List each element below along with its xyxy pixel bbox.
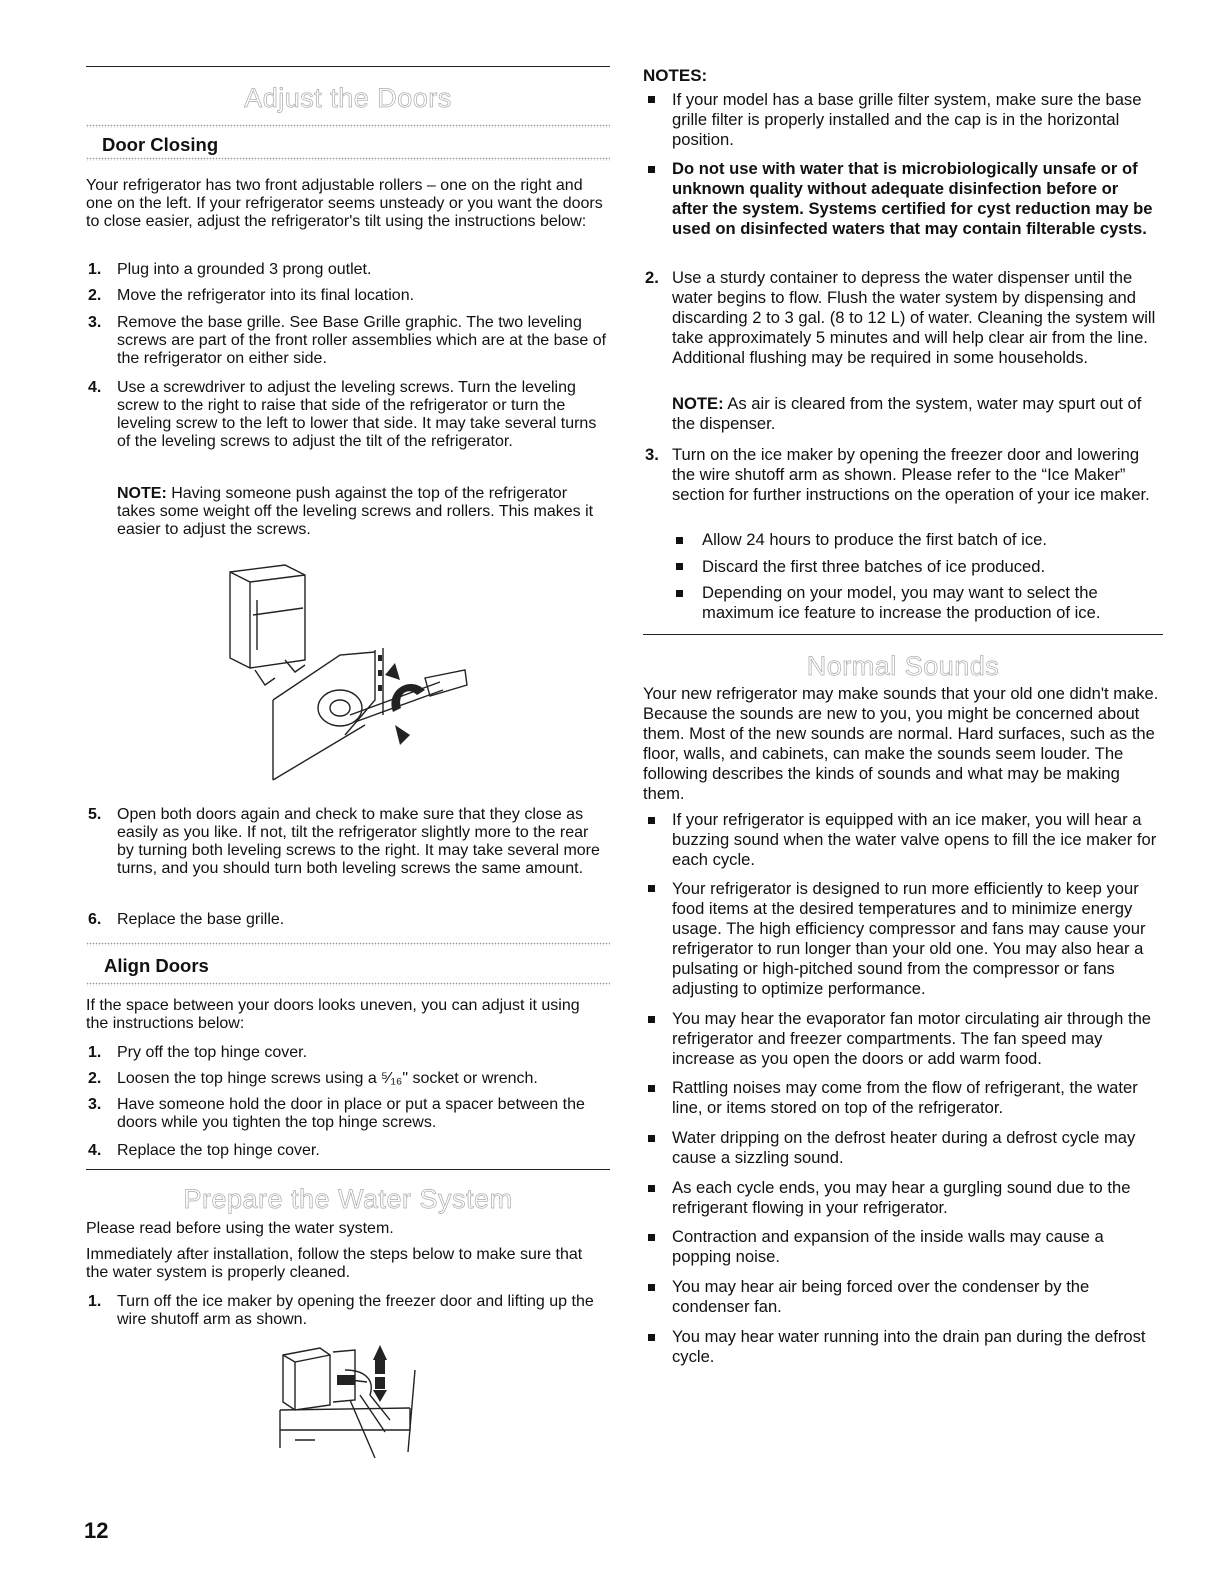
section-title-prepare-water-system: Prepare the Water System	[183, 1184, 513, 1214]
bullet	[648, 1284, 655, 1291]
align-doors-intro: If the space between your doors looks uneven, you can adjust it using the instructions below:	[86, 997, 580, 1032]
sound-item: You may hear air being forced over the condenser by the condenser fan.	[672, 1277, 1090, 1316]
sound-item: Your refrigerator is designed to run more efficiently to keep your food items at the desired temperatures and to minimize energy usage. The high efficiency compressor and fans may cause your refrigerator to run longer than your old one. You may also hear a pulsating or high-pitched sound from the compressor or fans adjusting to optimize performance.	[672, 879, 1146, 998]
step-number: 2.	[645, 268, 659, 287]
dotted-rule	[86, 982, 610, 986]
sounds-intro: Your new refrigerator may make sounds that your old one didn't make. Because the sounds are new to you, you might be concerned about them. Most of the new sounds are normal. Hard surfaces, such as the floor, walls, and cabinets, can make the sounds seem louder. The following describes the kinds of sounds and what may be making them.	[643, 684, 1159, 803]
note-item-warning: Do not use with water that is microbiologically unsafe or of unknown quality without adequate disinfection before or after the system. Systems certified for cyst reduction may be used on disinfected waters that may contain filterable cysts.	[672, 159, 1153, 238]
note-label: NOTE:	[672, 394, 724, 413]
step-number: 6.	[88, 911, 102, 928]
step-number: 3.	[88, 1096, 102, 1113]
step-number: 3.	[88, 314, 102, 331]
section-rule	[86, 66, 610, 67]
bullet	[648, 1135, 655, 1142]
step-text: Use a sturdy container to depress the water dispenser until the water begins to flow. Flush the water system by dispensing and discarding 2 to 3 gal. (8 to 12 L) of water. Cleaning the system will take approximately 5 minutes and will help clear air from the line. Additional flushing may be required in some households.	[672, 268, 1156, 367]
sound-item: If your refrigerator is equipped with an ice maker, you will hear a buzzing sound when the water valve opens to fill the ice maker for each cycle.	[672, 810, 1157, 869]
ice-maker-shutoff-illustration	[275, 1340, 425, 1465]
step-text: Pry off the top hinge cover.	[117, 1044, 308, 1061]
step-number: 5.	[88, 806, 102, 823]
water-instructions: Immediately after installation, follow the steps below to make sure that the water system is properly cleaned.	[86, 1246, 583, 1281]
step-number: 4.	[88, 379, 102, 396]
bullet	[648, 1085, 655, 1092]
step-number: 1.	[88, 1293, 102, 1310]
step-number: 2.	[88, 287, 102, 304]
bullet	[648, 1016, 655, 1023]
bullet	[648, 166, 655, 173]
bullet	[676, 563, 683, 570]
sound-item: Water dripping on the defrost heater during a defrost cycle may cause a sizzling sound.	[672, 1128, 1136, 1167]
note	[117, 485, 597, 539]
dotted-rule	[86, 942, 610, 946]
step-text: Loosen the top hinge screws using a ⁵⁄₁₆" socket or wrench.	[117, 1070, 538, 1087]
step-text: Use a screwdriver to adjust the leveling screws. Turn the leveling screw to the right to raise that side of the refrigerator or turn the leveling screw to the left to lower that side. It may take several turns of the leveling screws to adjust the tilt of the refrigerator.	[117, 379, 597, 450]
bullet	[676, 537, 683, 544]
sound-item: Rattling noises may come from the flow of refrigerant, the water line, or items stored on top of the refrigerator.	[672, 1078, 1138, 1117]
section-title-adjust-doors: Adjust the Doors	[244, 83, 452, 113]
subheading-align-doors: Align Doors	[104, 955, 209, 976]
water-intro: Please read before using the water system.	[86, 1220, 394, 1237]
sub-bullet-text: Allow 24 hours to produce the first batch of ice.	[702, 530, 1047, 549]
note	[672, 394, 1162, 434]
step-text: Move the refrigerator into its final location.	[117, 287, 415, 304]
section-title-normal-sounds: Normal Sounds	[806, 651, 1000, 681]
sound-item: Contraction and expansion of the inside walls may cause a popping noise.	[672, 1227, 1104, 1266]
section-rule	[643, 634, 1163, 635]
sub-bullet-text: Depending on your model, you may want to select the maximum ice feature to increase the production of ice.	[702, 583, 1101, 622]
bullet	[648, 817, 655, 824]
step-number: 1.	[88, 261, 102, 278]
sound-item: You may hear water running into the drain pan during the defrost cycle.	[672, 1327, 1146, 1366]
dotted-rule	[86, 157, 610, 161]
sub-bullet-text: Discard the first three batches of ice produced.	[702, 557, 1046, 576]
step-text: Turn off the ice maker by opening the freezer door and lifting up the wire shutoff arm as shown.	[117, 1293, 594, 1328]
bullet	[648, 1334, 655, 1341]
door-closing-intro: Your refrigerator has two front adjustable rollers – one on the right and one on the left. If your refrigerator seems unsteady or you want the doors to close easier, adjust the refrigerator's tilt using the instructions below:	[86, 177, 603, 230]
leveling-screw-illustration	[225, 560, 475, 785]
note-text: As air is cleared from the system, water may spurt out of the dispenser.	[672, 394, 1142, 433]
step-text: Replace the top hinge cover.	[117, 1142, 320, 1159]
note-item: If your model has a base grille filter system, make sure the base grille filter is properly installed and the cap is in the horizontal position.	[672, 90, 1142, 149]
bullet	[648, 1185, 655, 1192]
step-text: Remove the base grille. See Base Grille graphic. The two leveling screws are part of the front roller assemblies which are at the base of the refrigerator on either side.	[117, 314, 607, 367]
step-number: 2.	[88, 1070, 102, 1087]
subheading-door-closing: Door Closing	[102, 134, 219, 155]
step-number: 4.	[88, 1142, 102, 1159]
note-text: Having someone push against the top of the refrigerator takes some weight off the leveling screws and rollers. This makes it easier to adjust the screws.	[117, 485, 594, 538]
step-text: Have someone hold the door in place or put a spacer between the doors while you tighten the top hinge screws.	[117, 1096, 585, 1131]
step-number: 1.	[88, 1044, 102, 1061]
step-text: Replace the base grille.	[117, 911, 285, 928]
bullet	[648, 96, 655, 103]
step-text: Plug into a grounded 3 prong outlet.	[117, 261, 372, 278]
sound-item: As each cycle ends, you may hear a gurgling sound due to the refrigerant flowing in your refrigerator.	[672, 1178, 1131, 1217]
page-number: 12	[84, 1518, 109, 1543]
sound-item: You may hear the evaporator fan motor circulating air through the refrigerator and freezer compartments. The fan speed may increase as you open the doors or add warm food.	[672, 1009, 1152, 1068]
bullet	[648, 1234, 655, 1241]
bullet	[676, 590, 683, 597]
bullet	[648, 885, 655, 892]
section-rule	[86, 1169, 610, 1170]
dotted-rule	[86, 124, 610, 128]
notes-heading: NOTES:	[643, 66, 708, 85]
step-text: Turn on the ice maker by opening the freezer door and lowering the wire shutoff arm as shown. Please refer to the “Ice Maker” section for further instructions on the operation of your ice maker.	[672, 445, 1150, 504]
step-text: Open both doors again and check to make sure that they close as easily as you like. If not, tilt the refrigerator slightly more to the rear by turning both leveling screws to the right. It may take several more turns, and you should turn both leveling screws the same amount.	[117, 806, 600, 877]
note-label: NOTE:	[117, 485, 167, 502]
step-number: 3.	[645, 445, 659, 464]
